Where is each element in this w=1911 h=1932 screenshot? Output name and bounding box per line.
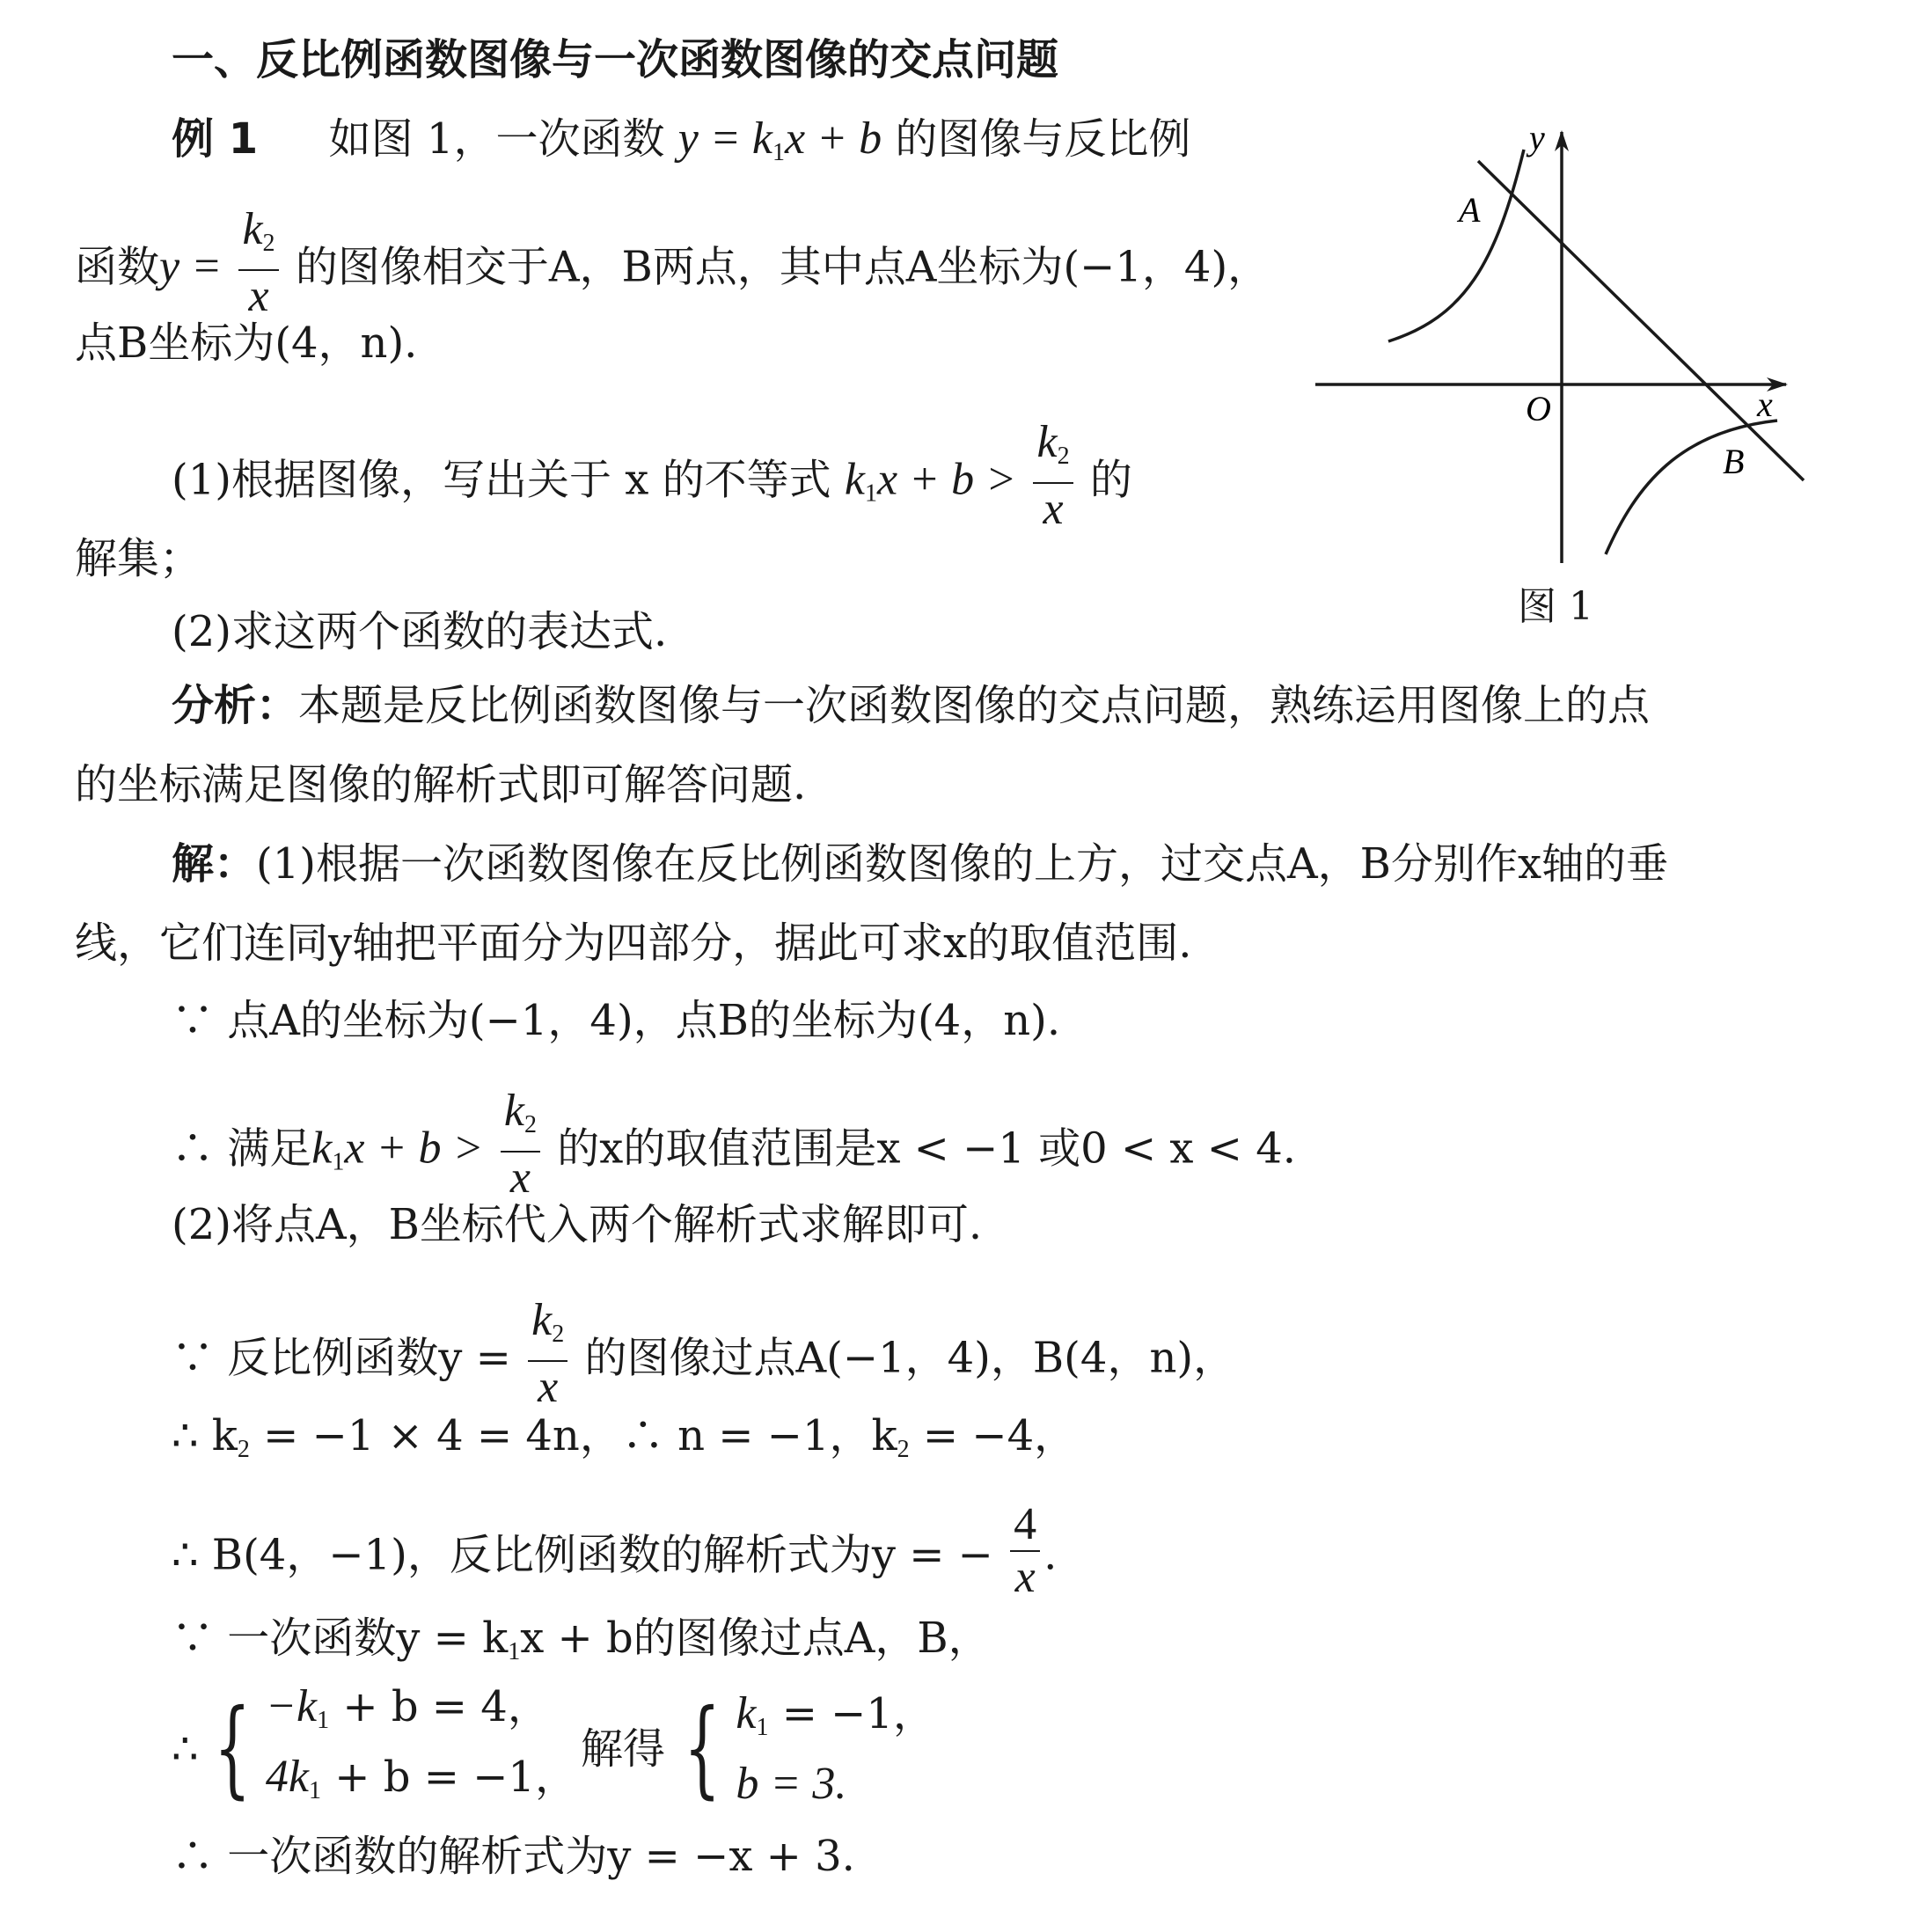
example-label: 例 1 [172,114,259,164]
text: 的 [1089,455,1132,505]
text: (1)根据一次函数图像在反比例函数图像的上方，过交点A，B分别作x轴的垂 [256,839,1669,889]
point-a-label: A [1459,190,1481,230]
text: ∵ 反比例函数y = [172,1333,511,1383]
fraction-k2-over-x [1033,417,1073,535]
subscript: 1 [332,1148,345,1176]
t: k [736,1688,757,1738]
eq-x-b: x + b [784,113,882,164]
text: x + b的图像过点A，B， [520,1614,991,1663]
example-tail: 的图像与反比例 [895,114,1191,164]
den: x [1043,484,1064,534]
solution-line-4 [172,1086,1297,1211]
text: ∵ 一次函数y = k [172,1614,509,1663]
text: (1)根据图像，写出关于 x 的不等式 [172,455,831,505]
text: 的图像相交于A，B两点，其中点A坐标为(−1，4)， [295,242,1270,292]
solution-line-8 [172,1499,1058,1610]
solution-label: 解： [172,839,257,889]
analysis-line-1 [172,679,1650,732]
t: = −1， [768,1689,935,1738]
rest: x + b > [344,1123,484,1174]
fraction-k2-over-x [238,204,278,322]
subscript: 1 [772,139,785,166]
den: x [538,1362,559,1412]
subscript: 1 [309,1777,321,1804]
eq-2 [266,1749,577,1819]
den: x [248,271,269,321]
figure-caption: 图 1 [1518,584,1593,629]
subscript: 1 [864,479,877,508]
text: = −1 × 4 = 4n，∴ n = −1，k [249,1411,897,1460]
origin-label: O [1526,389,1551,428]
t: + b = −1， [321,1753,577,1802]
fraction-k2-over-x [528,1295,567,1413]
y-axis-label: y [1529,118,1545,157]
hyperbola-branch-upper-left [1388,150,1524,341]
t: + b = 4， [329,1682,550,1731]
text: . [1043,1530,1058,1580]
point-b-label: B [1723,442,1745,481]
subscript: 2 [1057,443,1070,470]
subscript: 2 [897,1436,910,1463]
question-1-cont: 解集； [75,534,202,583]
solution-line-5: (2)将点A，B坐标代入两个解析式求解即可. [172,1200,983,1249]
analysis-label: 分析： [172,681,299,730]
den: x [509,1153,531,1203]
text: 函数 [75,242,160,292]
solution-line-3: ∵ 点A的坐标为(−1，4)，点B的坐标为(4，n). [172,996,1061,1045]
solution-system-result [736,1686,935,1812]
text: ∴ B(4，−1)，反比例函数的解析式为y = − [172,1530,993,1580]
solution-line-2: 线，它们连同y轴把平面分为四部分，据此可求x的取值范围. [75,918,1192,968]
question-2: (2)求这两个函数的表达式. [172,607,668,656]
num: k [1036,417,1058,467]
text: 本题是反比例函数图像与一次函数图像的交点问题，熟练运用图像上的点 [298,681,1651,730]
solution-line-10: ∴ 一次函数的解析式为y = −x + 3. [172,1832,855,1881]
solution-system [172,1681,935,1811]
subscript: 2 [237,1436,250,1463]
text: 的x的取值范围是x < −1 或0 < x < 4. [557,1123,1297,1174]
num: k [503,1086,524,1136]
k: k [311,1123,333,1174]
subscript: 1 [508,1638,521,1665]
eq-1 [266,1679,577,1749]
num: k [531,1295,553,1345]
x-axis-label: x [1757,384,1773,424]
example-text: 如图 1，一次函数 [328,114,665,164]
text: ∴ 满足 [172,1123,312,1174]
res-2: b = 3. [736,1759,847,1809]
solution-line-1 [172,838,1668,890]
section-heading: 一、反比例函数图像与一次函数图像的交点问题 [172,35,1059,84]
eq-y-k: y = k [677,113,772,164]
t: 4k [265,1752,309,1802]
k: k [844,454,865,505]
solution-line-6 [172,1295,1236,1420]
text: = −4， [909,1411,1077,1460]
num: 4 [1010,1499,1040,1552]
question-1 [172,417,1132,542]
subscript: 1 [756,1714,769,1741]
den: x [1014,1552,1036,1602]
solution-line-9 [172,1612,991,1679]
example-line-2 [75,204,1270,329]
eq-y: y = [159,241,223,292]
left-brace: { [684,1687,721,1810]
rest: x + b > [876,454,1017,505]
therefore-symbol: ∴ [172,1724,199,1774]
fraction-k2-over-x [501,1086,540,1204]
subscript: 1 [317,1707,330,1734]
left-brace: { [213,1687,251,1810]
subscript: 2 [524,1111,537,1138]
text: 的图像过点A(−1，4)，B(4，n)， [584,1333,1236,1383]
fraction-4-over-x [1010,1499,1040,1603]
example-line-1 [172,113,1190,179]
text: ∴ k [172,1411,238,1460]
solution-line-7 [172,1409,1076,1476]
hyperbola-branch-lower-right [1606,421,1777,554]
linear-function-line [1478,161,1804,480]
t: −k [265,1681,318,1731]
subscript: 2 [262,230,275,257]
subscript: 2 [552,1321,565,1348]
num: k [242,204,263,254]
res-1 [736,1686,935,1756]
example-line-3: 点B坐标为(4，n). [75,318,418,368]
analysis-line-2: 的坐标满足图像的解析式即可解答问题. [75,760,807,809]
solve-word: 解得 [580,1724,665,1774]
equation-system [266,1679,577,1819]
